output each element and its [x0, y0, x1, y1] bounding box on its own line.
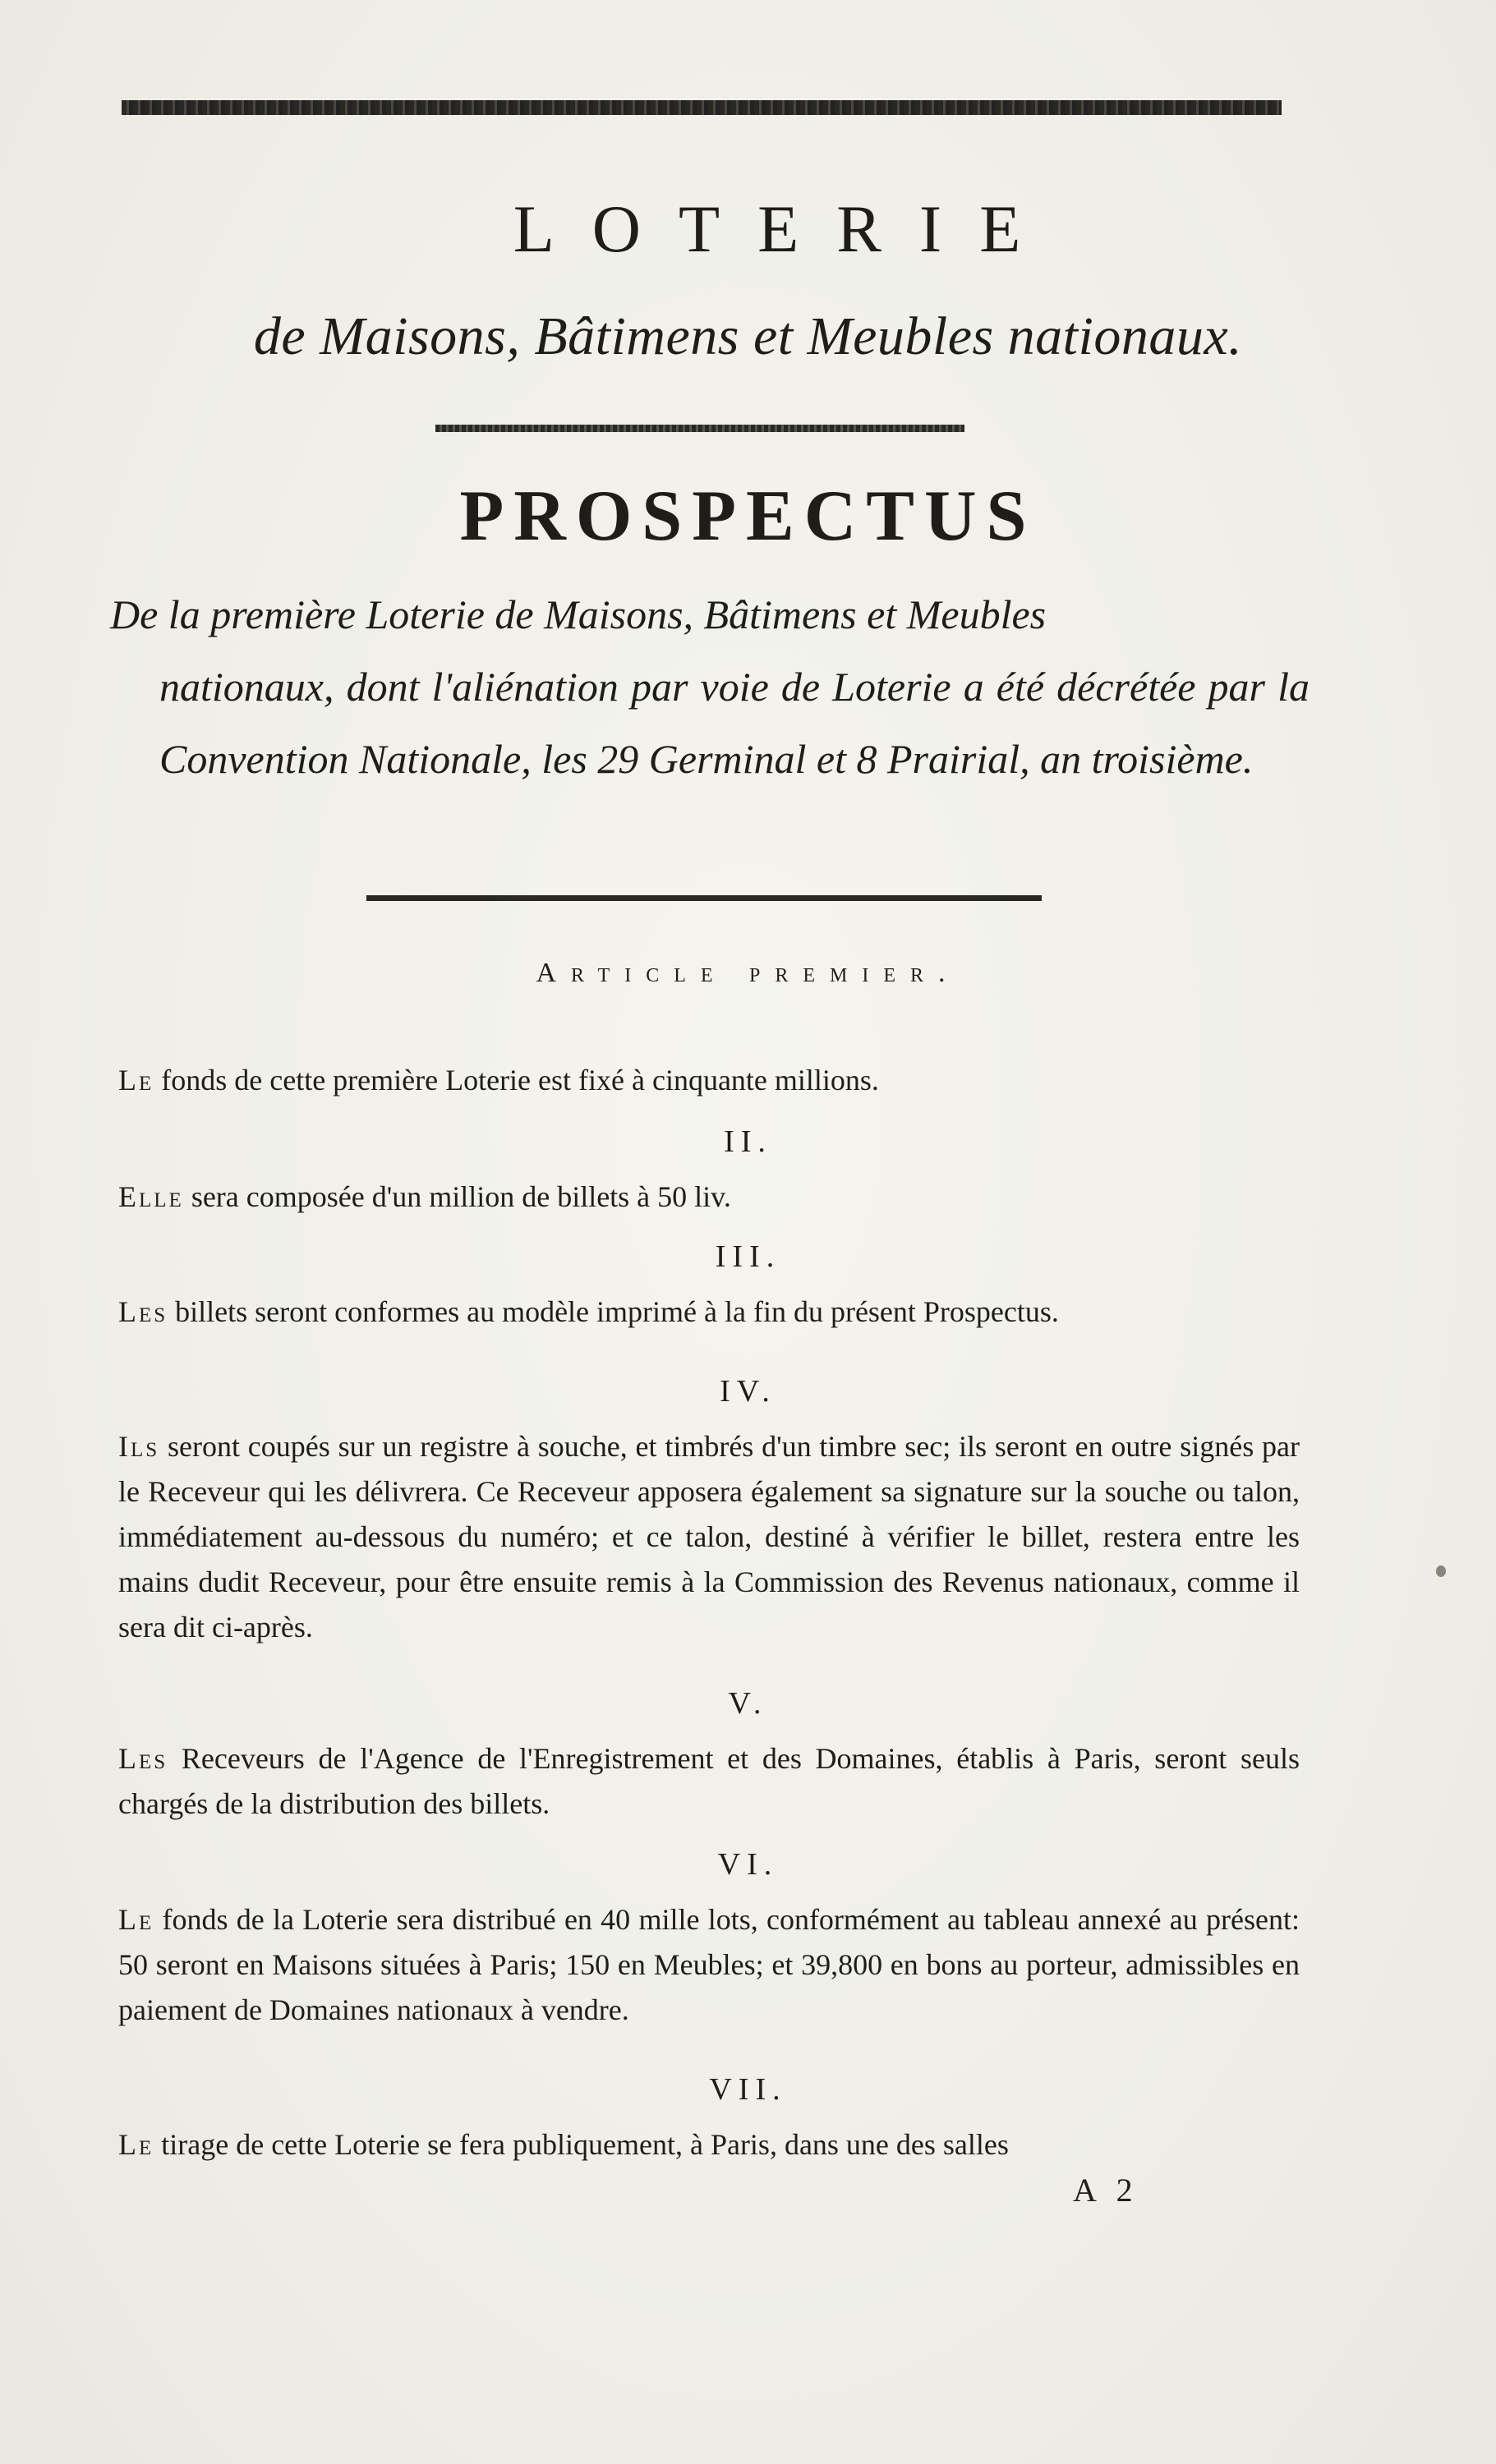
article-1: [118, 1058, 1300, 1103]
article-lead: Le: [118, 1903, 154, 1936]
intro-paragraph: [110, 578, 1310, 795]
title-divider: [435, 425, 964, 432]
top-ornamental-rule: [122, 100, 1282, 115]
article-number: VI.: [717, 1847, 779, 1882]
article-text: tirage de cette Loterie se fera publiquement, à Paris, dans une des salles: [154, 2128, 1009, 2161]
article-2: [118, 1175, 1300, 1220]
prospectus-heading: PROSPECTUS: [459, 476, 1037, 556]
article-lead: Elle: [118, 1180, 184, 1213]
article-lead: Le: [118, 1064, 154, 1096]
article-lead: Le: [118, 2128, 154, 2161]
article-number: VII.: [709, 2072, 787, 2107]
article-4: [118, 1424, 1300, 1650]
article-7: [118, 2122, 1300, 2167]
article-heading: Article premier.: [536, 958, 960, 988]
article-text: seront coupés sur un registre à souche, et timbrés d'un timbre sec; ils seront en outre signés par le Receveur qui les délivrera. Ce Receveur apposera également sa signature sur la souche ou talon, immédiatement au-dessous du numéro; et ce talon, destiné à vérifier le billet, restera entre les mains dudit Receveur, pour être ensuite remis à la Commission des Revenus nationaux, comme il sera dit ci-après.: [118, 1430, 1300, 1643]
page-subtitle: de Maisons, Bâtimens et Meubles nationaux.: [253, 306, 1243, 366]
article-number: III.: [715, 1239, 781, 1274]
article-6: [118, 1897, 1300, 2033]
article-lead: Les: [118, 1295, 168, 1328]
intro-rest: nationaux, dont l'aliénation par voie de Loterie a été décrétée par la Convention Nationale, les 29 Germinal et 8 Prairial, an troisième.: [159, 664, 1310, 782]
article-text: fonds de la Loterie sera distribué en 40 mille lots, conformément au tableau annexé au présent: 50 seront en Maisons situées à Paris; 150 en Meubles; et 39,800 en bons au porteur, admissibles en paiement de Domaines nationaux à vendre.: [118, 1903, 1300, 2026]
paper-blemish: [1436, 1565, 1446, 1577]
article-text: sera composée d'un million de billets à 50 liv.: [183, 1180, 731, 1213]
article-lead: Ils: [118, 1430, 160, 1463]
page-title: LOTERIE: [513, 191, 1059, 266]
article-text: fonds de cette première Loterie est fixé à cinquante millions.: [154, 1064, 879, 1096]
article-number: II.: [724, 1124, 772, 1159]
article-lead: Les: [118, 1742, 168, 1775]
intro-first-line: De la première Loterie de Maisons, Bâtimens et Meubles: [110, 591, 1047, 637]
article-number: IV.: [720, 1374, 776, 1409]
article-5: [118, 1736, 1300, 1827]
article-text: billets seront conformes au modèle imprimé à la fin du présent Prospectus.: [168, 1295, 1059, 1328]
article-3: [118, 1289, 1300, 1335]
signature-mark: A 2: [1073, 2172, 1139, 2209]
article-text: Receveurs de l'Agence de l'Enregistrement et des Domaines, établis à Paris, seront seuls chargés de la distribution des billets.: [118, 1742, 1300, 1820]
article-number: V.: [728, 1686, 768, 1721]
section-divider: [366, 895, 1042, 901]
